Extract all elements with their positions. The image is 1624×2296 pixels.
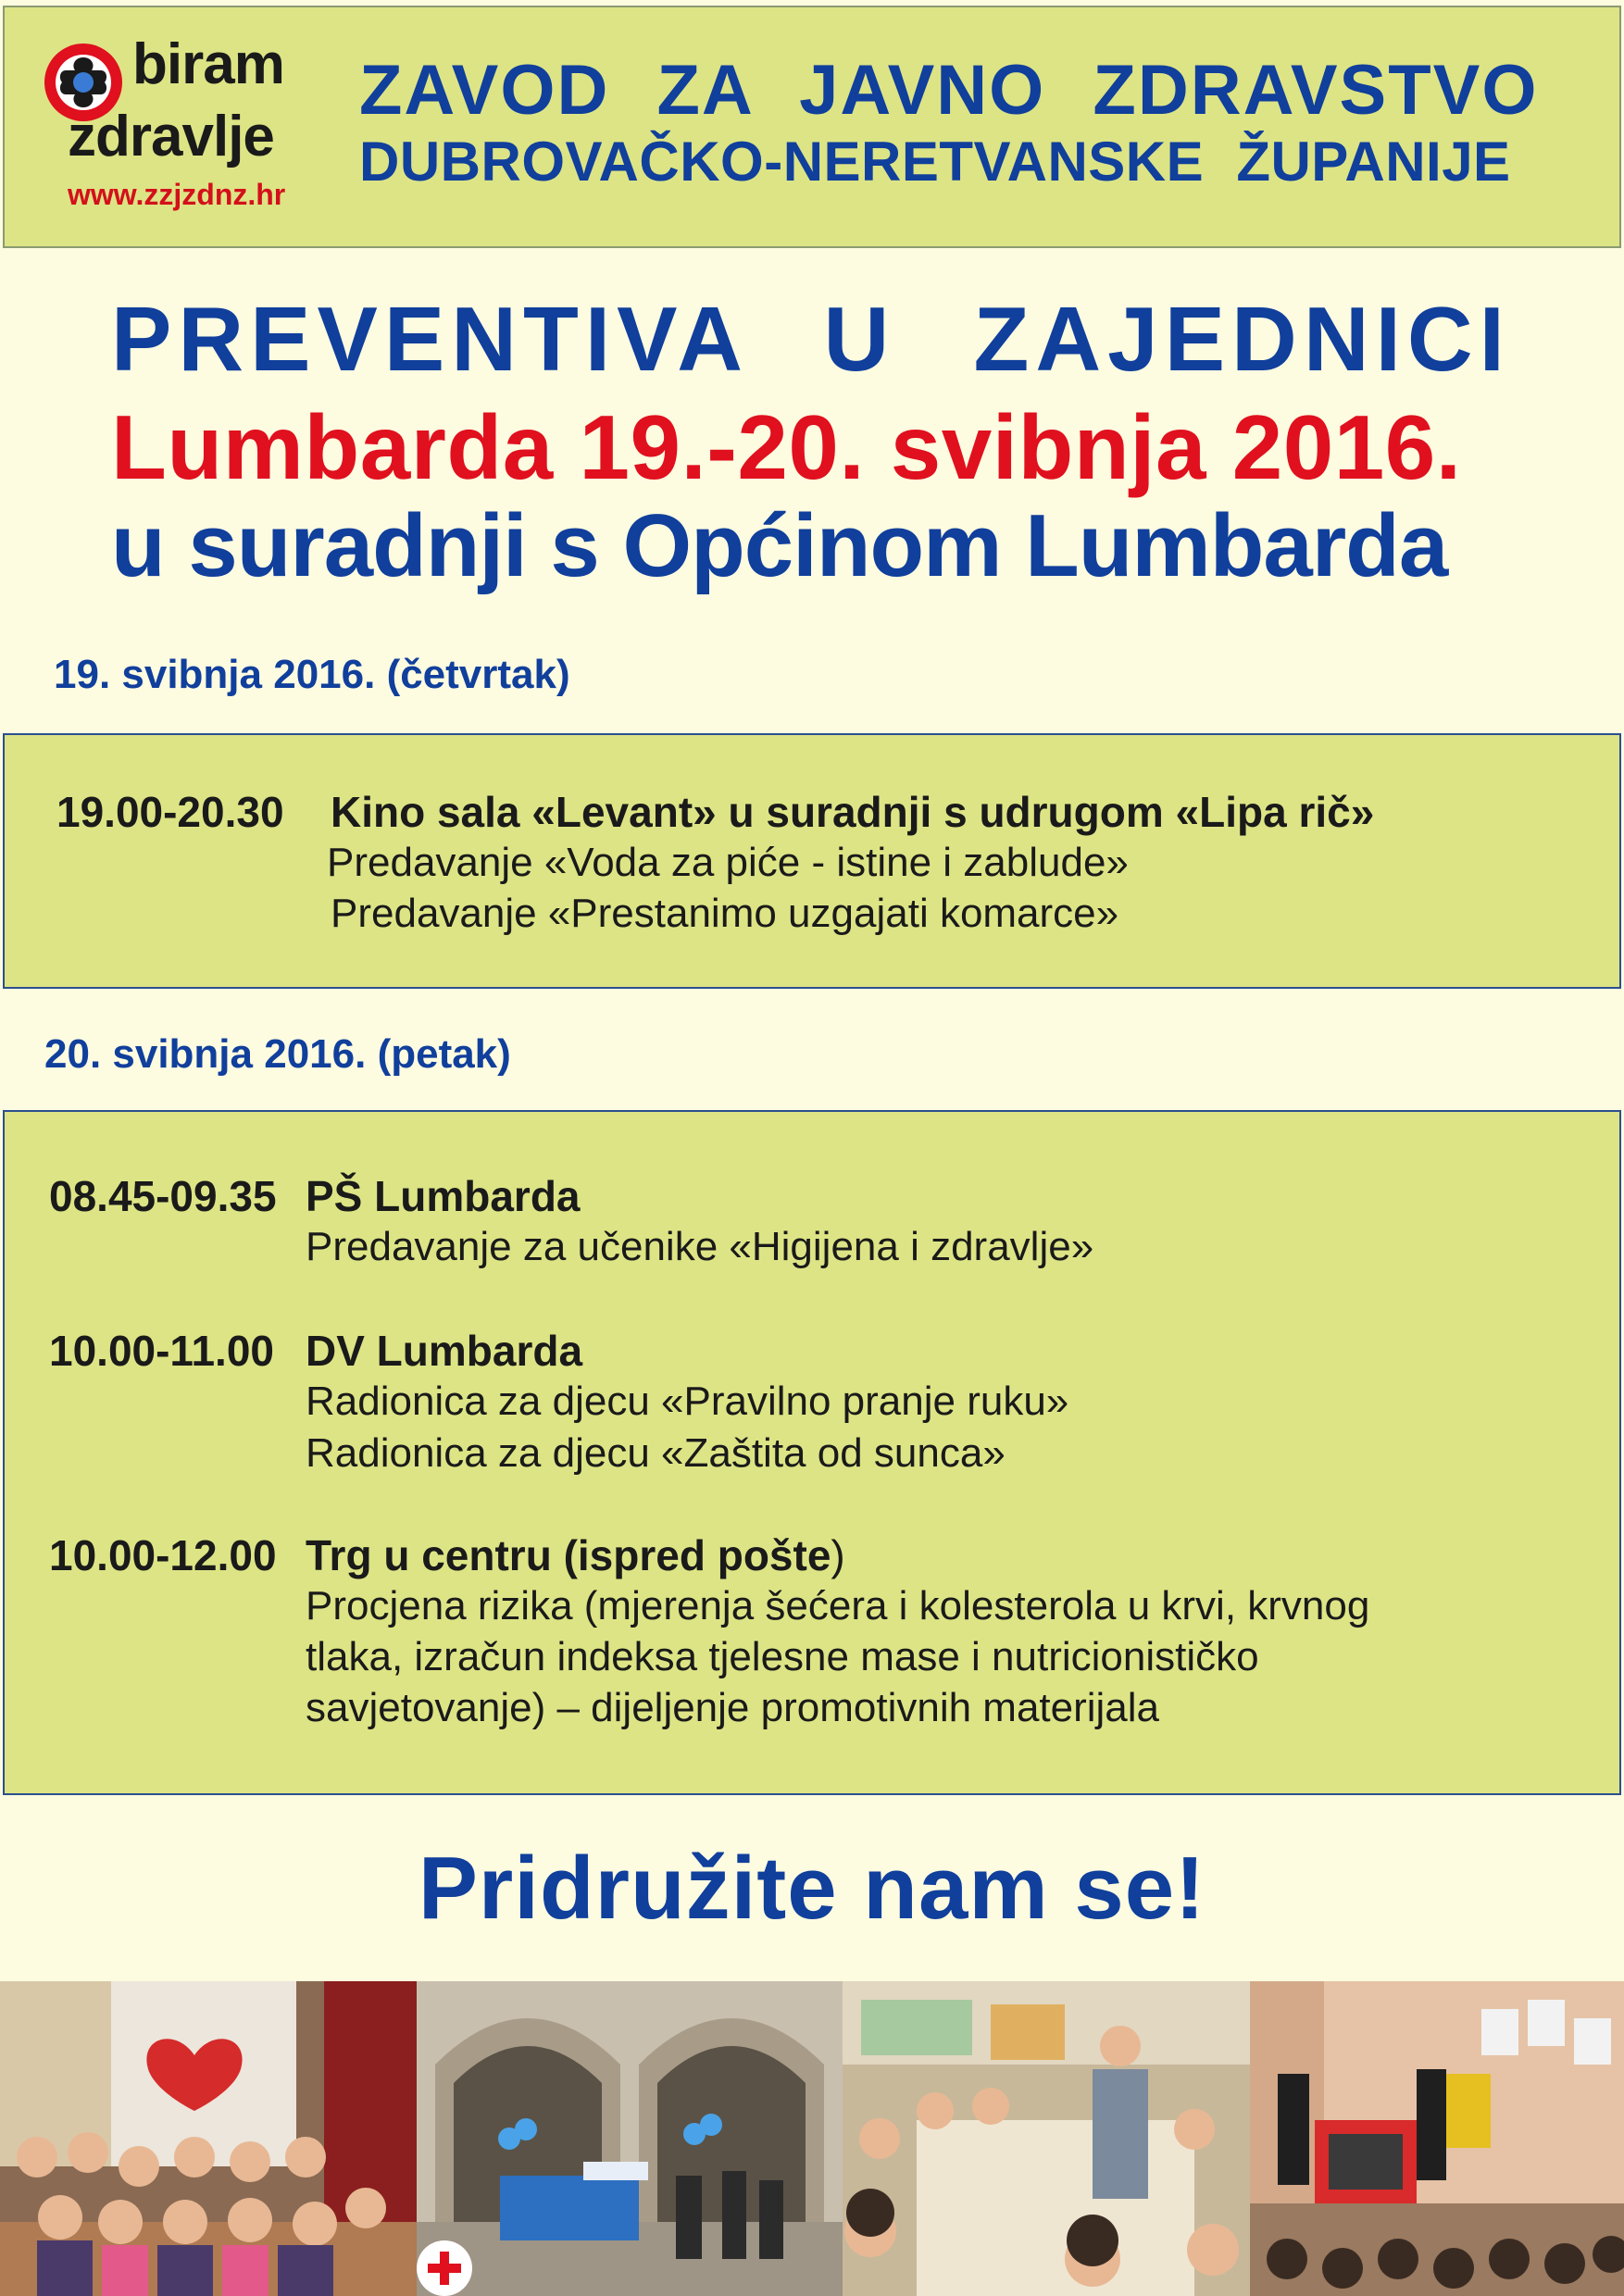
- event-description: Procjena rizika (mjerenja šećera i kolesterola u krvi, krvnog: [306, 1583, 1370, 1628]
- logo-word-zdravlje: zdravlje: [68, 105, 274, 168]
- event-time: 19.00-20.30: [56, 788, 284, 836]
- children-group-photo: [0, 1981, 417, 2296]
- website-link[interactable]: www.zzjzdnz.hr: [68, 178, 286, 211]
- event-place-text: Trg u centru (ispred pošte: [306, 1531, 831, 1579]
- classroom-lecture-photo: [1250, 1981, 1624, 2296]
- event-description: savjetovanje) – dijeljenje promotivnih materijala: [306, 1685, 1160, 1730]
- photo-strip: [0, 1981, 1624, 2296]
- day1-heading: 19. svibnja 2016. (četvrtak): [54, 652, 570, 697]
- call-to-action: Pridružite nam se!: [418, 1839, 1206, 1938]
- event-description: tlaka, izračun indeksa tjelesne mase i nutricionističko: [306, 1634, 1259, 1679]
- event-location-dates: Lumbarda 19.-20. svibnja 2016.: [111, 396, 1462, 498]
- event-description: Radionica za djecu «Zaštita od sunca»: [306, 1430, 1006, 1476]
- kindergarten-workshop-photo: [843, 1981, 1250, 2296]
- day2-schedule-box: [3, 1110, 1621, 1795]
- event-place-suffix: ): [831, 1531, 845, 1579]
- event-description: Predavanje «Voda za piće - istine i zablude»: [327, 840, 1129, 885]
- event-place: [306, 1530, 845, 1580]
- event-time: 10.00-12.00: [49, 1531, 277, 1579]
- cooperation-note: u suradnji s Općinom Lumbarda: [111, 496, 1448, 595]
- institute-name: ZAVOD ZA JAVNO ZDRAVSTVO: [359, 51, 1539, 130]
- event-place: Kino sala «Levant» u suradnji s udrugom «Lipa rič»: [331, 788, 1375, 836]
- event-description: Predavanje «Prestanimo uzgajati komarce»: [331, 891, 1119, 936]
- logo-word-biram: biram: [132, 32, 284, 96]
- institute-county: DUBROVAČKO-NERETVANSKE ŽUPANIJE: [359, 131, 1511, 193]
- event-description: Predavanje za učenike «Higijena i zdravlje»: [306, 1224, 1094, 1269]
- day1-schedule-box: [3, 733, 1621, 989]
- day2-heading: 20. svibnja 2016. (petak): [44, 1031, 511, 1077]
- page-title: PREVENTIVA U ZAJEDNICI: [111, 288, 1511, 390]
- event-place: PŠ Lumbarda: [306, 1172, 581, 1220]
- event-description: Radionica za djecu «Pravilno pranje ruku»: [306, 1379, 1069, 1424]
- header-banner: [3, 6, 1621, 248]
- event-time: 08.45-09.35: [49, 1172, 277, 1220]
- event-time: 10.00-11.00: [49, 1327, 275, 1375]
- stand-under-arcade-photo: [417, 1981, 843, 2296]
- biram-zdravlje-logo[interactable]: [42, 32, 329, 222]
- event-place: DV Lumbarda: [306, 1327, 583, 1375]
